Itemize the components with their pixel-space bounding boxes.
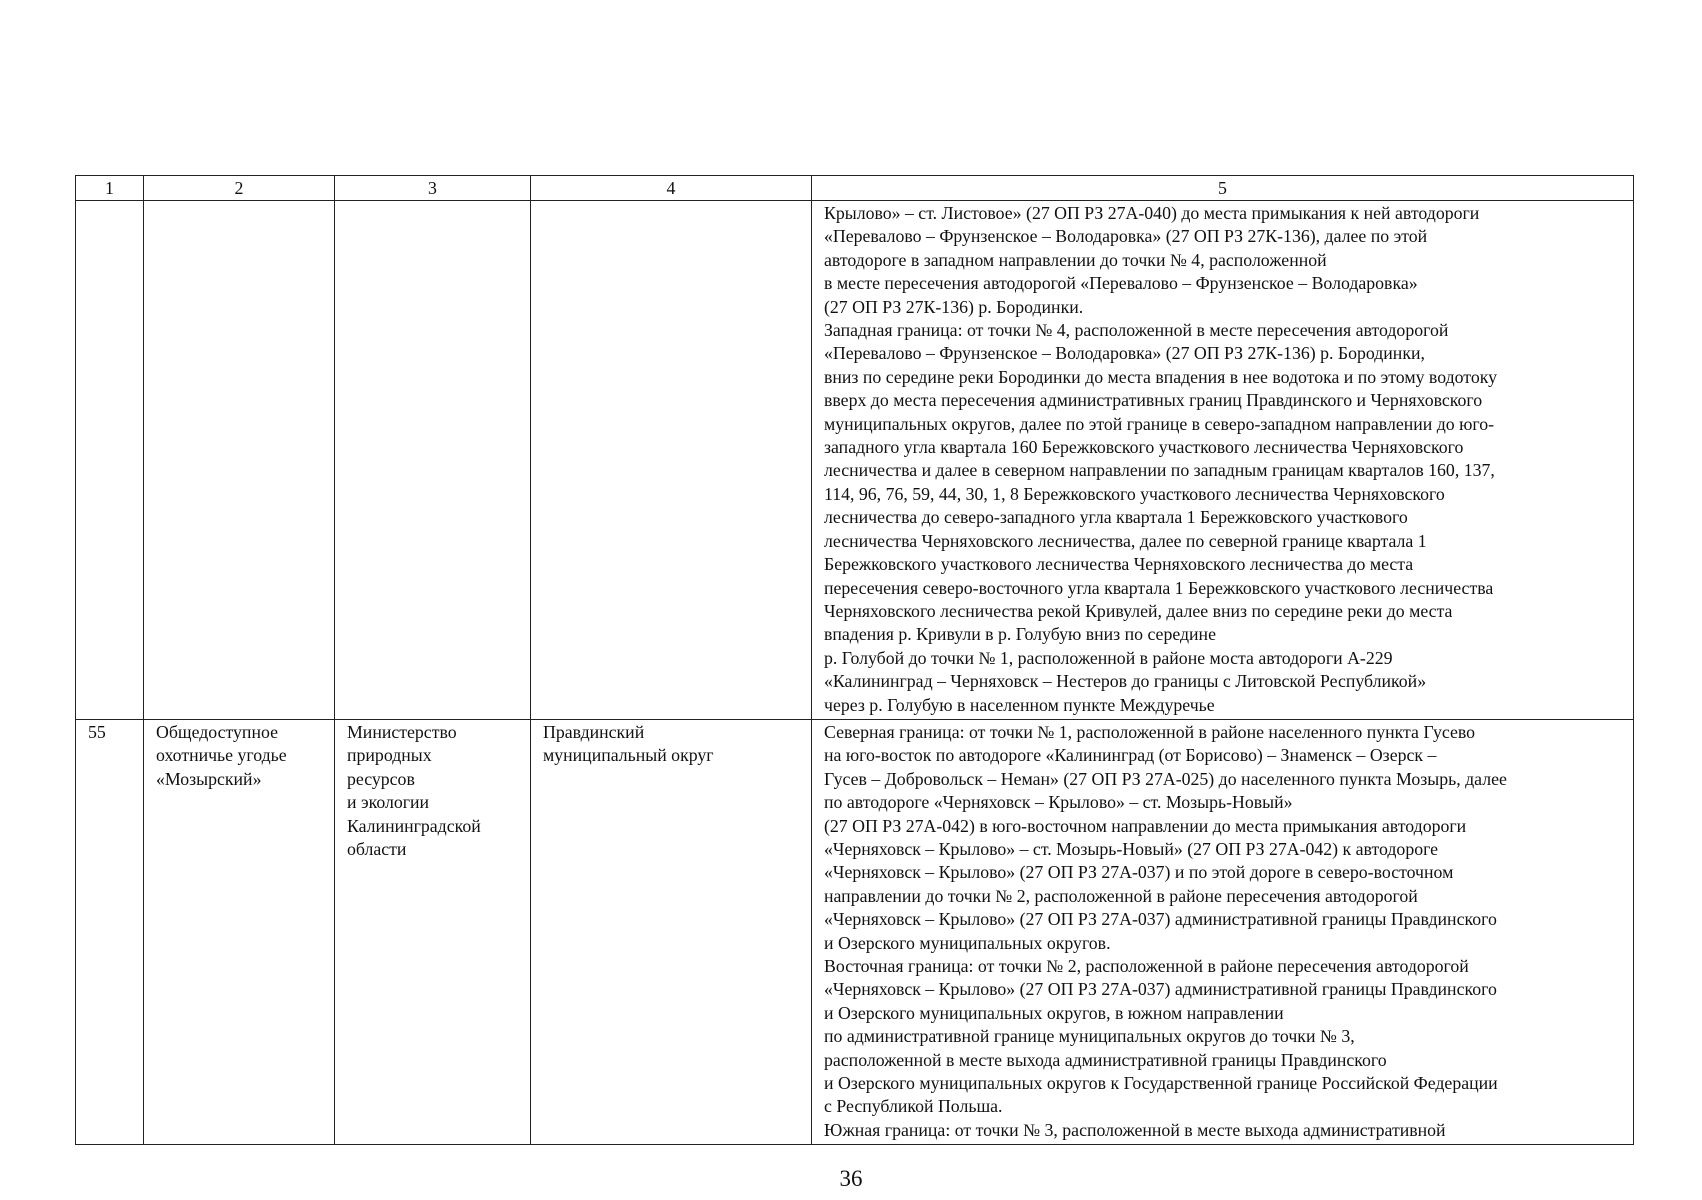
row-number: 55 bbox=[76, 719, 144, 1144]
municipality bbox=[531, 719, 812, 1144]
text-line: (27 ОП РЗ 27А-042) в юго-восточном направлении до места примыкания автодороги bbox=[824, 815, 1467, 836]
text-line: Бережковского участкового лесничества Черняховского лесничества до места bbox=[824, 554, 1414, 575]
text-line: на юго-восток по автодороге «Калининград (от Борисово) – Знаменск – Озерск – bbox=[824, 745, 1437, 766]
text-line: направлении до точки № 2, расположенной в районе пересечения автодорогой bbox=[824, 885, 1418, 906]
continued-col-3 bbox=[335, 201, 531, 720]
hunting-ground-name bbox=[144, 719, 335, 1144]
text-line: Северная граница: от точки № 1, расположенной в районе населенного пункта Гусево bbox=[824, 721, 1476, 742]
text-line: с Республикой Польша. bbox=[824, 1096, 1003, 1117]
header-col-3: 3 bbox=[335, 176, 531, 201]
header-col-5: 5 bbox=[812, 176, 1634, 201]
text-line: ресурсов bbox=[347, 768, 415, 789]
header-col-4: 4 bbox=[531, 176, 812, 201]
text-line: Западная граница: от точки № 4, расположенной в месте пересечения автодорогой bbox=[824, 320, 1449, 341]
continued-col-1 bbox=[76, 201, 144, 720]
text-line: Южная граница: от точки № 3, расположенной в месте выхода административной bbox=[824, 1119, 1446, 1140]
text-line: вниз по середине реки Бородинки до места впадения в нее водотока и по этому водотоку bbox=[824, 366, 1497, 387]
text-line: через р. Голубую в населенном пункте Междуречье bbox=[824, 694, 1215, 715]
text-line: Правдинский bbox=[543, 721, 645, 742]
header-col-1: 1 bbox=[76, 176, 144, 201]
responsible-authority bbox=[335, 719, 531, 1144]
text-line: области bbox=[347, 838, 407, 859]
text-line: по административной границе муниципальных округов до точки № 3, bbox=[824, 1026, 1355, 1047]
text-line: охотничье угодье bbox=[156, 745, 287, 766]
text-line: «Перевалово – Фрунзенское – Володаровка» (27 ОП РЗ 27К-136) р. Бородинки, bbox=[824, 343, 1425, 364]
text-line: Крылово» – ст. Листовое» (27 ОП РЗ 27А-040) до места примыкания к ней автодороги bbox=[824, 203, 1480, 223]
text-line: «Черняховск – Крылово» (27 ОП РЗ 27А-037) административной границы Правдинского bbox=[824, 979, 1497, 1000]
text-line: и экологии bbox=[347, 792, 430, 813]
text-line: Гусев – Добровольск – Неман» (27 ОП РЗ 27А-025) до населенного пункта Мозырь, далее bbox=[824, 768, 1507, 789]
text-line: «Черняховск – Крылово» (27 ОП РЗ 27А-037) административной границы Правдинского bbox=[824, 909, 1497, 930]
text-line: «Черняховск – Крылово» – ст. Мозырь-Новый» (27 ОП РЗ 27А-042) к автодороге bbox=[824, 838, 1439, 859]
text-line: Черняховского лесничества рекой Кривулей, далее вниз по середине реки до места bbox=[824, 600, 1453, 621]
continued-col-4 bbox=[531, 201, 812, 720]
text-line: природных bbox=[347, 745, 432, 766]
text-line: «Мозырский» bbox=[156, 768, 262, 789]
text-line: западного угла квартала 160 Бережковского участкового лесничества Черняховского bbox=[824, 437, 1464, 458]
text-line: и Озерского муниципальных округов к Государственной границе Российской Федерации bbox=[824, 1073, 1498, 1094]
text-line: лесничества и далее в северном направлении по западным границам кварталов 160, 137, bbox=[824, 460, 1495, 481]
text-line: «Калининград – Черняховск – Нестеров до границы с Литовской Республикой» bbox=[824, 671, 1427, 692]
text-line: пересечения северо-восточного угла квартала 1 Бережковского участкового лесничества bbox=[824, 577, 1494, 598]
text-line: и Озерского муниципальных округов, в южном направлении bbox=[824, 1002, 1284, 1023]
text-line: «Черняховск – Крылово» (27 ОП РЗ 27А-037) и по этой дороге в северо-восточном bbox=[824, 862, 1454, 883]
text-line: р. Голубой до точки № 1, расположенной в районе моста автодороги А-229 bbox=[824, 647, 1393, 668]
table-row-continued bbox=[76, 201, 1634, 720]
text-line: муниципальных округов, далее по этой границе в северо-западном направлении до юго- bbox=[824, 413, 1495, 434]
table-row-55 bbox=[76, 719, 1634, 1144]
text-line: лесничества до северо-западного угла квартала 1 Бережковского участкового bbox=[824, 507, 1408, 528]
text-line: расположенной в месте выхода административной границы Правдинского bbox=[824, 1049, 1387, 1070]
text-line: Общедоступное bbox=[156, 721, 278, 742]
text-line: Калининградской bbox=[347, 815, 481, 836]
text-line: (27 ОП РЗ 27К-136) р. Бородинки. bbox=[824, 296, 1084, 317]
text-line: автодороге в западном направлении до точки № 4, расположенной bbox=[824, 249, 1327, 270]
boundary-description bbox=[812, 719, 1634, 1144]
continued-boundary-description bbox=[812, 201, 1634, 720]
text-line: вверх до места пересечения административных границ Правдинского и Черняховского bbox=[824, 390, 1483, 411]
continued-col-2 bbox=[144, 201, 335, 720]
header-row bbox=[76, 176, 1634, 201]
text-line: и Озерского муниципальных округов. bbox=[824, 932, 1111, 953]
boundaries-table bbox=[75, 175, 1634, 1145]
header-col-2: 2 bbox=[144, 176, 335, 201]
page-number: 36 bbox=[839, 1166, 863, 1191]
text-line: «Перевалово – Фрунзенское – Володаровка» (27 ОП РЗ 27К-136), далее по этой bbox=[824, 226, 1428, 247]
text-line: Министерство bbox=[347, 721, 457, 742]
text-line: Восточная граница: от точки № 2, расположенной в районе пересечения автодорогой bbox=[824, 956, 1469, 976]
text-line: впадения р. Кривули в р. Голубую вниз по середине bbox=[824, 624, 1216, 645]
text-line: лесничества Черняховского лесничества, далее по северной границе квартала 1 bbox=[824, 530, 1427, 551]
text-line: по автодороге «Черняховск – Крылово» – ст. Мозырь-Новый» bbox=[824, 792, 1293, 813]
text-line: 114, 96, 76, 59, 44, 30, 1, 8 Бережковского участкового лесничества Черняховского bbox=[824, 483, 1445, 504]
text-line: в месте пересечения автодорогой «Перевалово – Фрунзенское – Володаровка» bbox=[824, 273, 1418, 294]
text-line: муниципальный округ bbox=[543, 745, 714, 766]
